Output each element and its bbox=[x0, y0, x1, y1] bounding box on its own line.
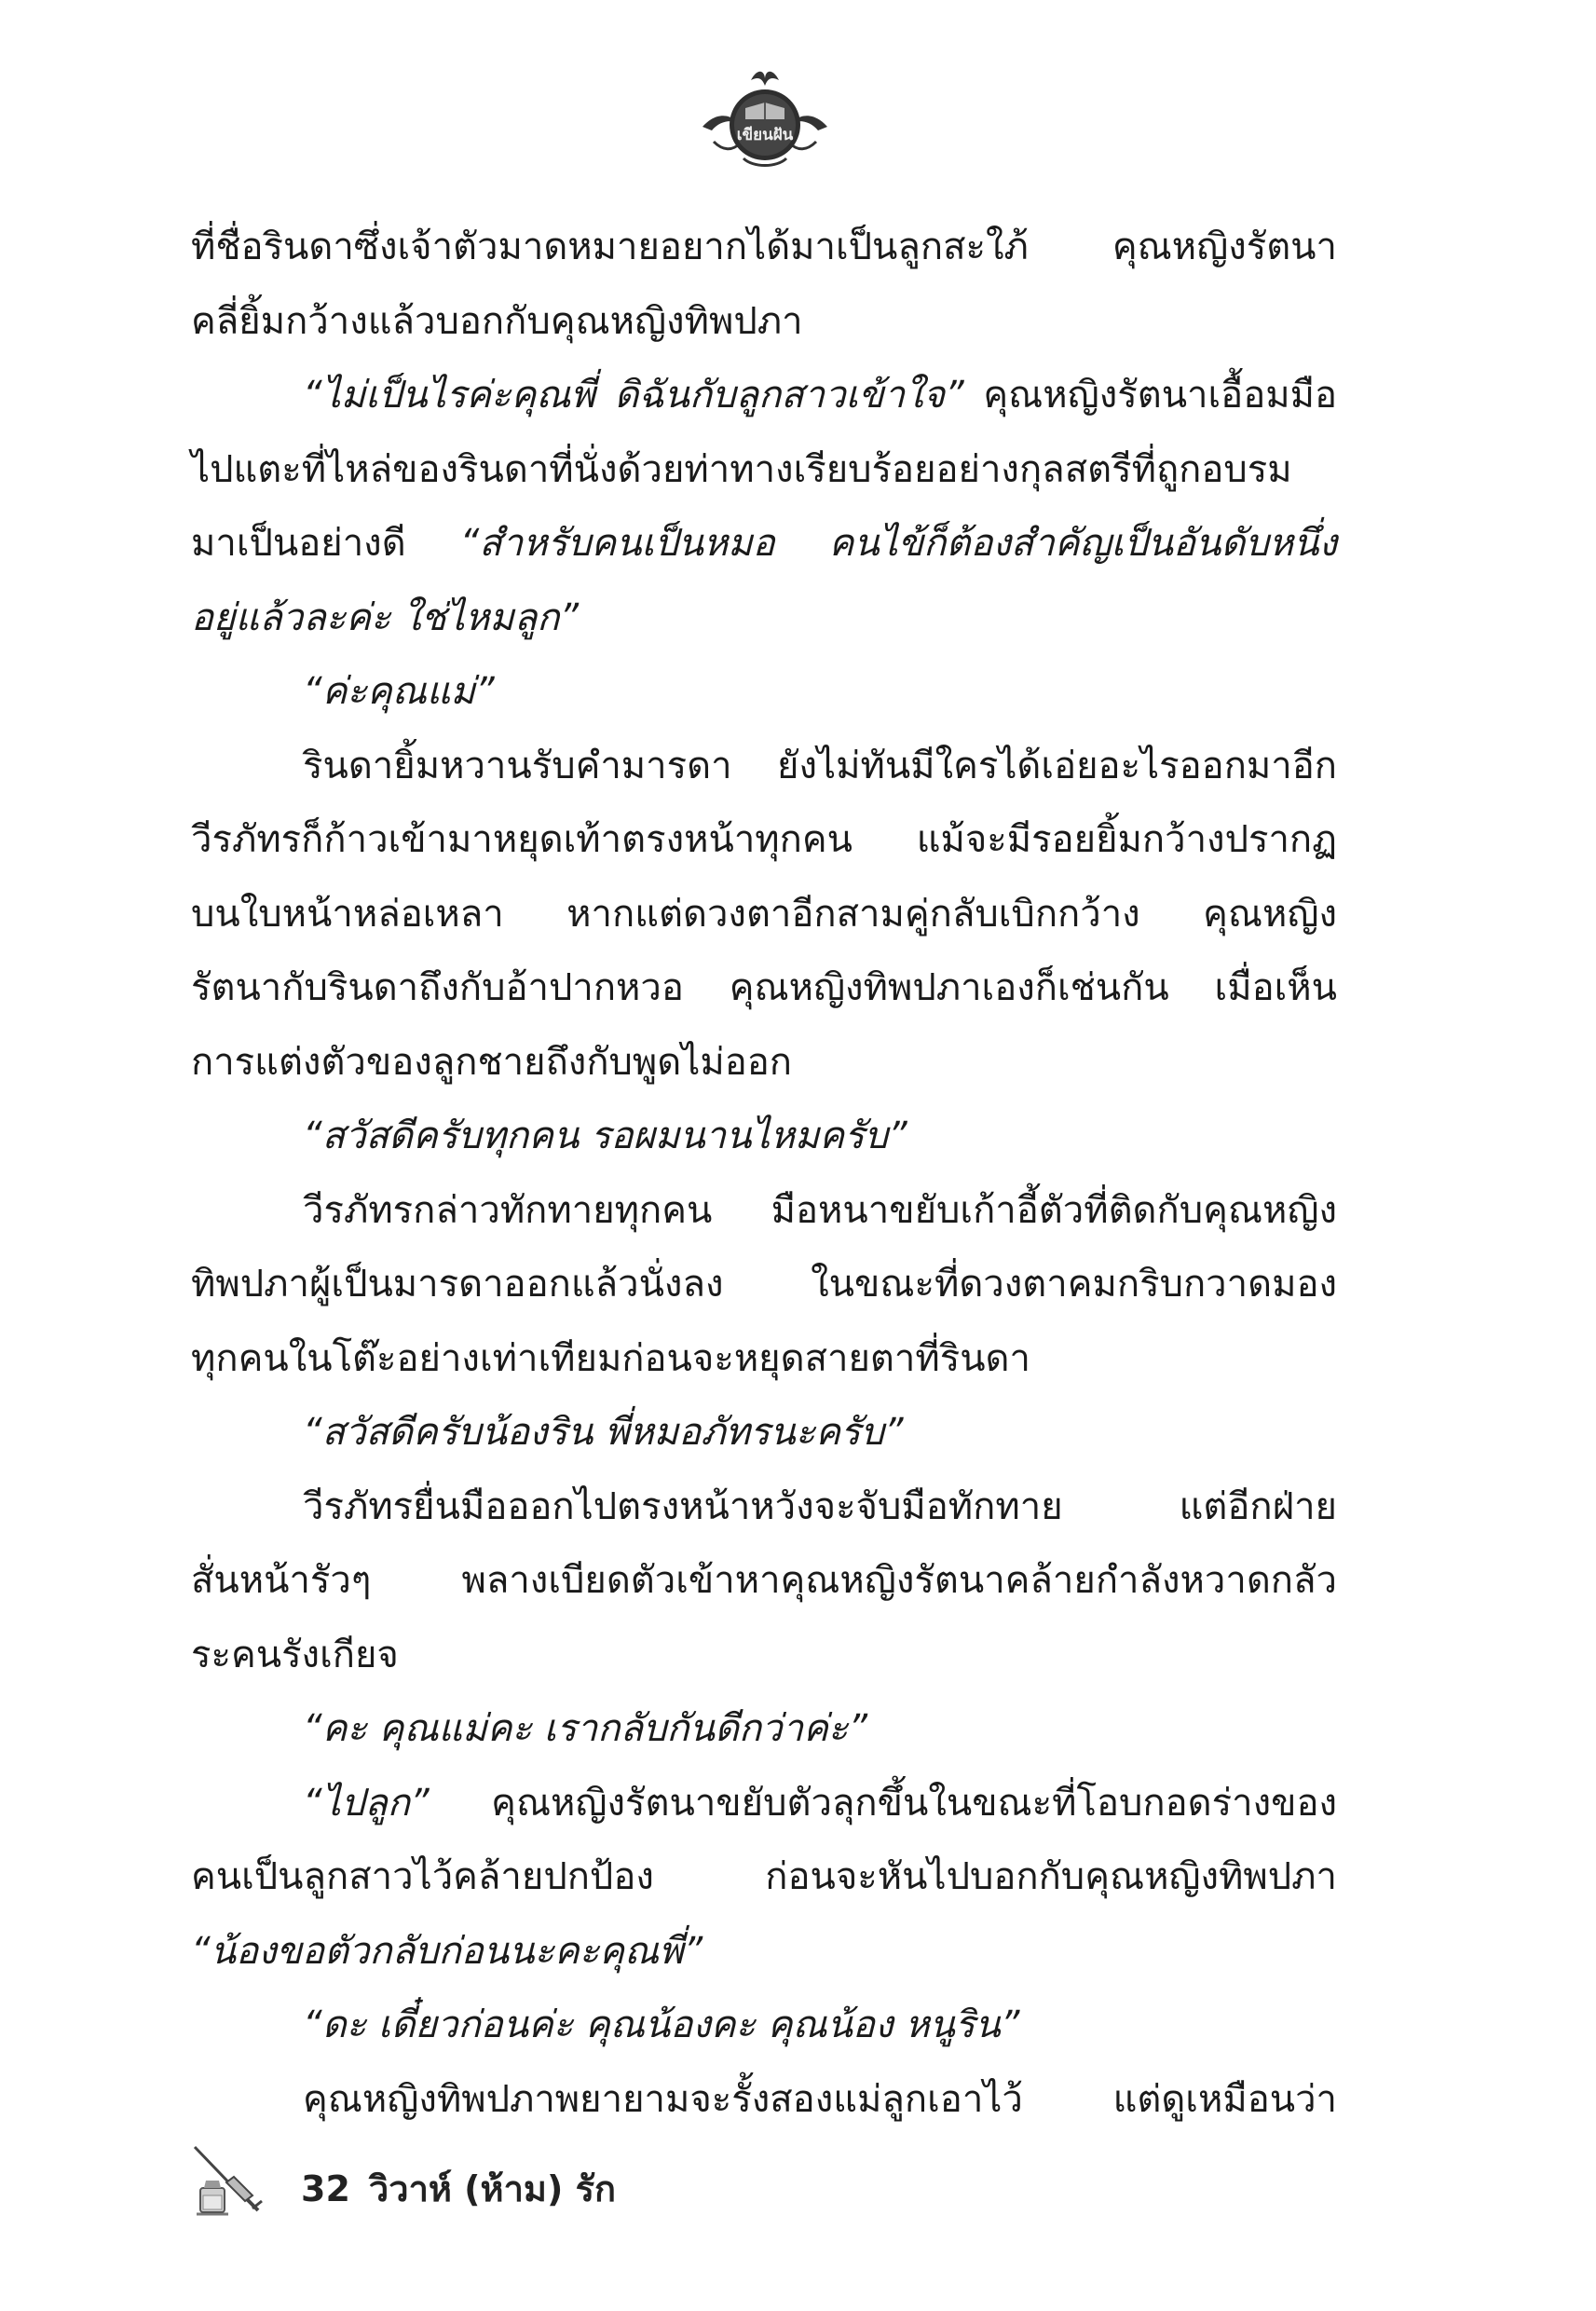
page-number: 32 bbox=[301, 2168, 350, 2209]
text-line: อยู่แล้วละค่ะ ใช่ไหมลูก” bbox=[191, 595, 580, 639]
text-line bbox=[191, 359, 1337, 433]
text-line: “ดะ เดี๋ยวก่อนค่ะ คุณน้องคะ คุณน้อง หนูริน” bbox=[303, 2003, 1020, 2046]
footer-label bbox=[301, 2160, 634, 2217]
text-line: ทิพปภาผู้เป็นมารดาออกแล้วนั่งลง ในขณะที่ดวงตาคมกริบกวาดมอง bbox=[191, 1263, 1337, 1306]
text-segment: “สำหรับคนเป็นหมอ คนไข้ก็ต้องสำคัญเป็นอันดับหนึ่ง bbox=[459, 522, 1337, 565]
text-line: บนใบหน้าหล่อเหลา หากแต่ดวงตาอีกสามคู่กลับเบิกกว้าง คุณหญิง bbox=[191, 892, 1337, 936]
text-line: ระคนรังเกียจ bbox=[191, 1633, 399, 1676]
text-line bbox=[191, 507, 1337, 581]
text-line: “ค่ะคุณแม่” bbox=[303, 670, 495, 713]
text-segment: “ไปลูก” bbox=[303, 1781, 430, 1825]
publisher-logo-icon bbox=[695, 65, 835, 175]
text-line: วีรภัทรก็ก้าวเข้ามาหยุดเท้าตรงหน้าทุกคน แม้จะมีรอยยิ้มกว้างปรากฏ bbox=[191, 818, 1337, 861]
syringe-icon bbox=[191, 2143, 266, 2218]
text-line: “คะ คุณแม่คะ เรากลับกันดีกว่าค่ะ” bbox=[303, 1707, 868, 1750]
text-segment: มาเป็นอย่างดี bbox=[191, 522, 460, 565]
text-segment: คุณหญิงรัตนาขยับตัวลุกขึ้นในขณะที่โอบกอดร่างของ bbox=[429, 1781, 1337, 1825]
text-line: สั่นหน้ารัวๆ พลางเบียดตัวเข้าหาคุณหญิงรัตนาคล้ายกำลังหวาดกลัว bbox=[191, 1559, 1337, 1602]
text-segment: “ไม่เป็นไรค่ะคุณพี่ ดิฉันกับลูกสาวเข้าใจ” bbox=[303, 374, 964, 417]
text-line: วีรภัทรยื่นมือออกไปตรงหน้าหวังจะจับมือทักทาย แต่อีกฝ่าย bbox=[303, 1484, 1337, 1528]
text-line: ทุกคนในโต๊ะอย่างเท่าเทียมก่อนจะหยุดสายตาที่รินดา bbox=[191, 1336, 1030, 1380]
story-text bbox=[191, 211, 1337, 2137]
text-segment: คุณหญิงรัตนาเอื้อมมือ bbox=[963, 374, 1337, 417]
text-line: คุณหญิงทิพปภาพยายามจะรั้งสองแม่ลูกเอาไว้ แต่ดูเหมือนว่า bbox=[303, 2077, 1337, 2121]
text-line: คลี่ยิ้มกว้างแล้วบอกกับคุณหญิงทิพปภา bbox=[191, 299, 803, 343]
text-line: “สวัสดีครับน้องริน พี่หมอภัทรนะครับ” bbox=[303, 1411, 904, 1454]
text-line bbox=[191, 1767, 1337, 1841]
text-line: ที่ชื่อรินดาซึ่งเจ้าตัวมาดหมายอยากได้มาเป็นลูกสะใภ้ คุณหญิงรัตนา bbox=[191, 226, 1337, 268]
book-title: วิวาห์ (ห้าม) รัก bbox=[368, 2168, 616, 2209]
text-line: คนเป็นลูกสาวไว้คล้ายปกป้อง ก่อนจะหันไปบอกกับคุณหญิงทิพปภา bbox=[191, 1855, 1337, 1898]
text-line: ไปแตะที่ไหล่ของรินดาที่นั่งด้วยท่าทางเรียบร้อยอย่างกุลสตรีที่ถูกอบรม bbox=[191, 447, 1292, 491]
page-footer bbox=[191, 2143, 936, 2218]
text-line: รินดายิ้มหวานรับคำมารดา ยังไม่ทันมีใครได้เอ่ยอะไรออกมาอีก bbox=[303, 744, 1337, 787]
text-line: รัตนากับรินดาถึงกับอ้าปากหวอ คุณหญิงทิพปภาเองก็เช่นกัน เมื่อเห็น bbox=[191, 966, 1337, 1009]
text-line: วีรภัทรกล่าวทักทายทุกคน มือหนาขยับเก้าอี้ตัวที่ติดกับคุณหญิง bbox=[303, 1188, 1337, 1232]
publisher-logo-text: เขียนฝัน bbox=[736, 126, 794, 144]
text-line: การแต่งตัวของลูกชายถึงกับพูดไม่ออก bbox=[191, 1040, 793, 1084]
text-line: “สวัสดีครับทุกคน รอผมนานไหมครับ” bbox=[303, 1114, 907, 1157]
text-line: “น้องขอตัวกลับก่อนนะคะคุณพี่” bbox=[191, 1929, 703, 1973]
